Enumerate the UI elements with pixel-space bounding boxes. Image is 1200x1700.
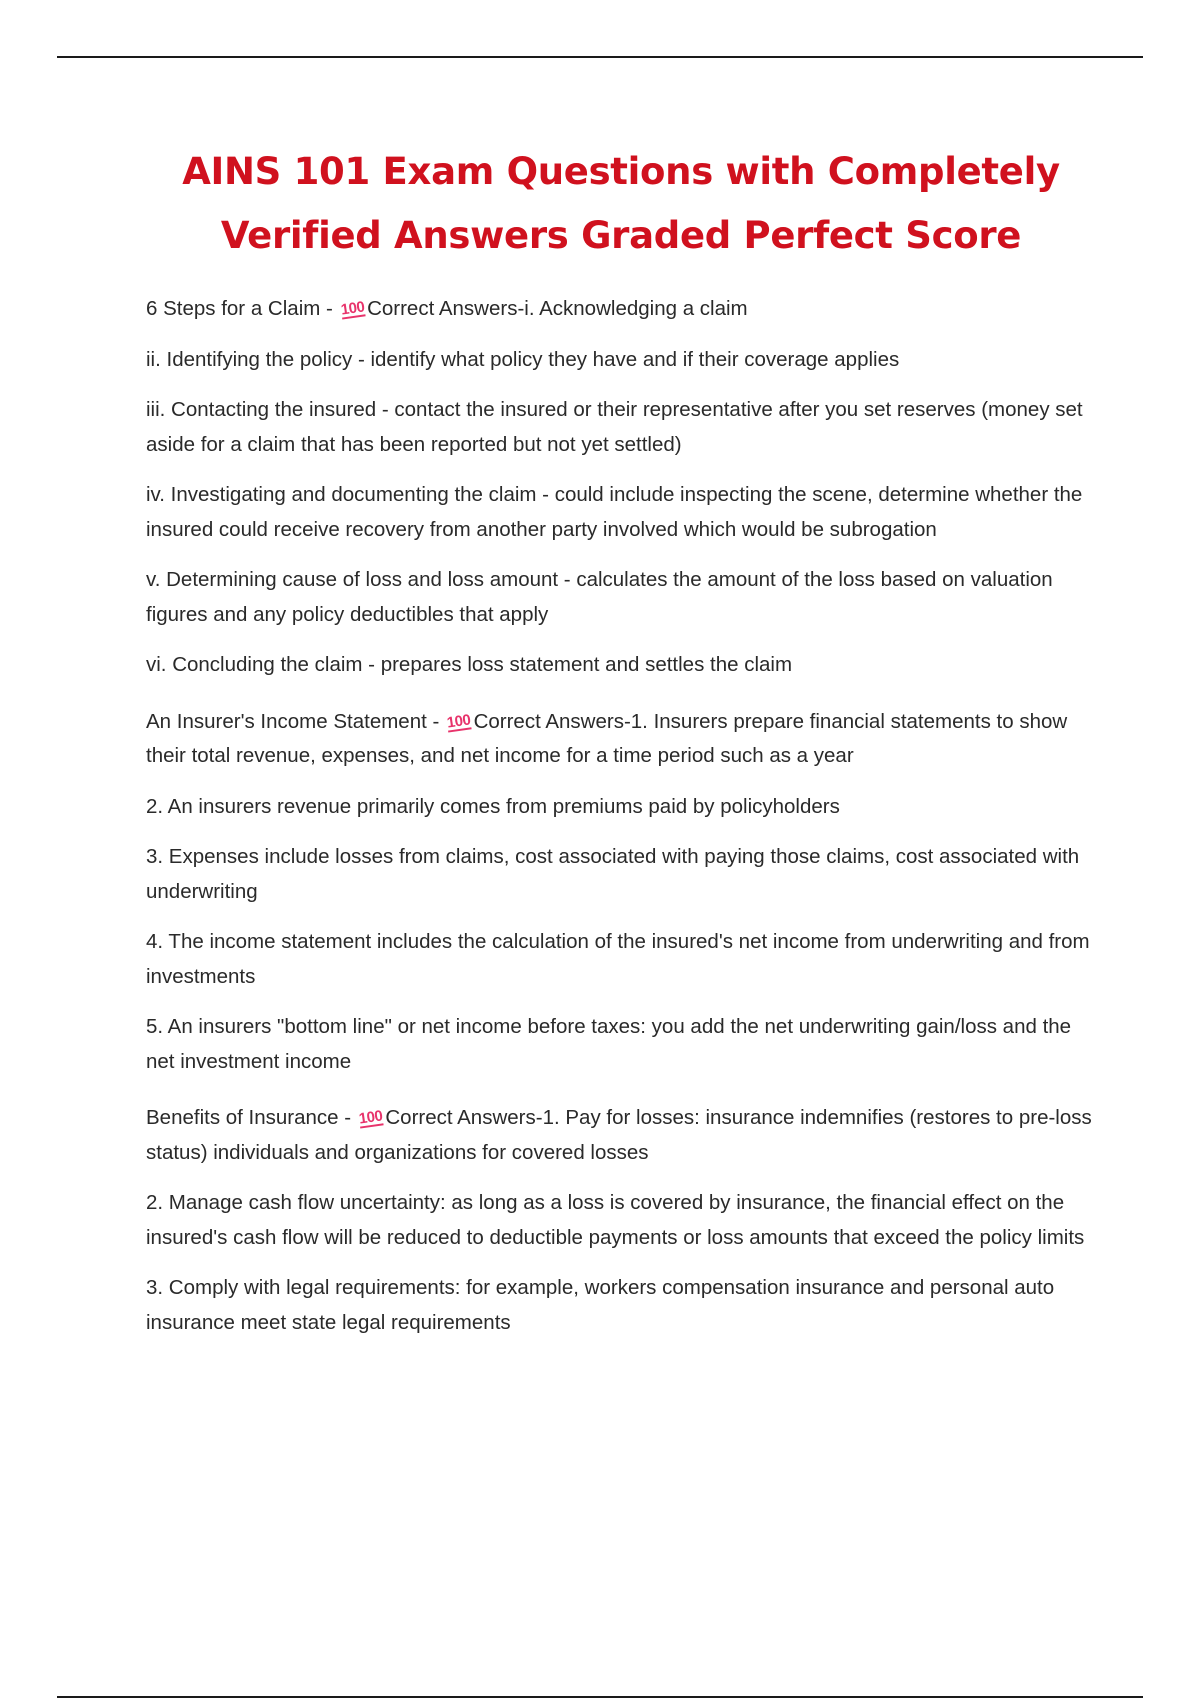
answer-text: 1. Insurers prepare financial statements to show their total revenue, expenses, and net income for a time period such as a year	[146, 709, 1068, 767]
top-rule	[57, 56, 1143, 58]
question-term: 6 Steps for a Claim -	[146, 297, 333, 320]
answer-line: ii. Identifying the policy - identify what policy they have and if their coverage applies	[146, 347, 900, 371]
question-block	[146, 1101, 1096, 1170]
answer-line: v. Determining cause of loss and loss amount - calculates the amount of the loss based on valuation figures and any policy deductibles that apply	[146, 568, 1053, 626]
answer-label: Correct Answers-	[473, 709, 631, 733]
document-page	[146, 140, 1096, 1356]
question-block	[146, 292, 1096, 327]
hundred-points-icon: 100	[339, 298, 366, 319]
answer-line: 2. Manage cash flow uncertainty: as long as a loss is covered by insurance, the financial effect on the insured's cash flow will be reduced to deductible payments or loss amounts that exceed the policy limits	[146, 1191, 1085, 1249]
answer-line: vi. Concluding the claim - prepares loss statement and settles the claim	[146, 653, 793, 676]
answer-line: iv. Investigating and documenting the claim - could include inspecting the scene, determine whether the insured could receive recovery from another party involved which would be subrogation	[146, 483, 1083, 541]
question-term: An Insurer's Income Statement -	[146, 709, 440, 733]
bottom-rule	[57, 1696, 1143, 1698]
answer-text: i. Acknowledging a claim	[524, 297, 748, 320]
hundred-points-icon: 100	[445, 710, 472, 732]
answer-line: 2. An insurers revenue primarily comes from premiums paid by policyholders	[146, 794, 840, 818]
question-block	[146, 705, 1096, 774]
document-title: AINS 101 Exam Questions with Completely Verified Answers Graded Perfect Score	[182, 150, 1060, 257]
answer-label: Correct Answers-	[367, 297, 525, 320]
question-term: Benefits of Insurance -	[146, 1106, 352, 1129]
answer-text: 1. Pay for losses: insurance indemnifies (restores to pre-loss status) individuals and organizations for covered losses	[146, 1106, 1092, 1164]
answer-line: 3. Expenses include losses from claims, cost associated with paying those claims, cost associated with underwriting	[146, 845, 1080, 903]
answer-line: 4. The income statement includes the calculation of the insured's net income from underwriting and from investments	[146, 930, 1090, 988]
answer-line: 5. An insurers "bottom line" or net income before taxes: you add the net underwriting gain/loss and the net investment income	[146, 1015, 1072, 1073]
answer-label: Correct Answers-	[385, 1106, 543, 1129]
hundred-points-icon: 100	[357, 1107, 384, 1128]
answer-line: iii. Contacting the insured - contact the insured or their representative after you set reserves (money set aside for a claim that has been reported but not yet settled)	[146, 398, 1083, 456]
answer-line: 3. Comply with legal requirements: for example, workers compensation insurance and personal auto insurance meet state legal requirements	[146, 1276, 1055, 1334]
